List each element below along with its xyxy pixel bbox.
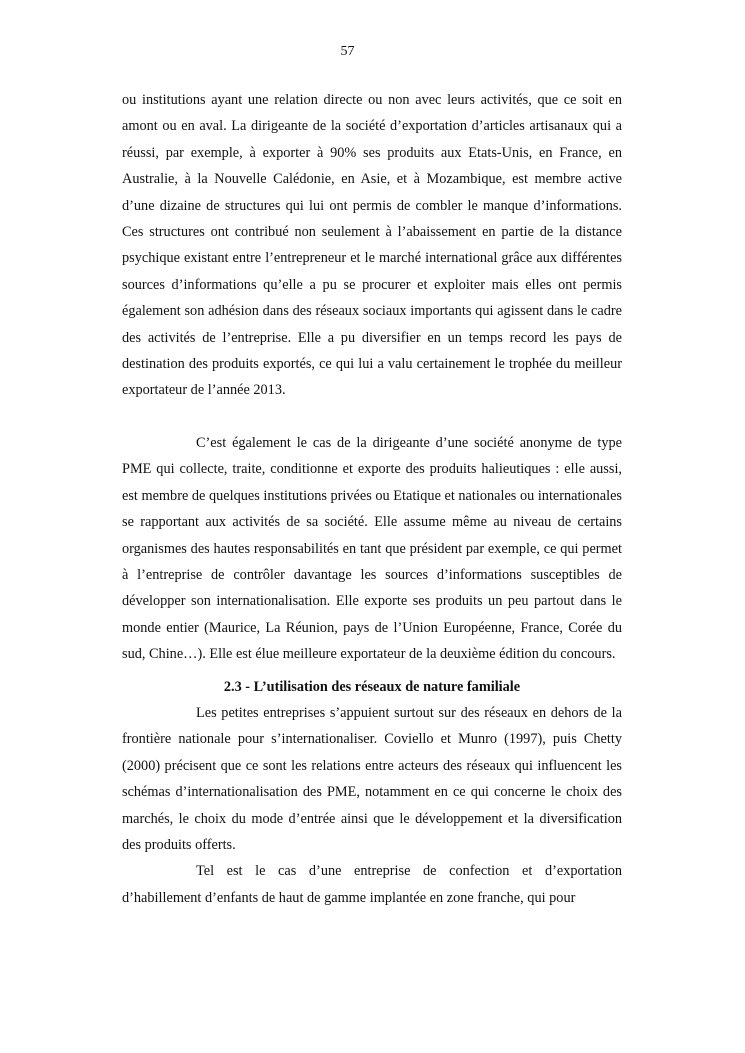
document-body (122, 87, 622, 911)
paragraph-exporter-artisanal: ou institutions ayant une relation directe ou non avec leurs activités, que ce soit en amont ou en aval. La dirigeante de la société d’exportation d’articles artisanaux qui a réussi, par exemple, à exporter à 90% ses produits aux Etats-Unis, en France, en Australie, à la Nouvelle Calédonie, en Asie, et à Mozambique, est membre active d’une dizaine de structures qui lui ont permis de combler le manque d’informations. Ces structures ont contribué non seulement à l’abaissement en partie de la distance psychique existant entre l’entrepreneur et le marché international grâce aux différentes sources d’informations qu’elle a pu se procurer et exploiter mais elles ont permis également son adhésion dans des réseaux sociaux importants qui agissent dans le cadre des activités de l’entreprise. Elle a pu diversifier en un temps record les pays de destination des produits exportés, ce qui lui a valu certainement le trophée du meilleur exportateur de l’année 2013. (122, 92, 622, 399)
paragraph-halieutic-exporter: C’est également le cas de la dirigeante d’une société anonyme de type PME qui collecte, traite, conditionne et exporte des produits halieutiques : elle aussi, est membre de quelques institutions privées ou Etatique et nationales ou internationales se rapportant aux activités de sa société. Elle assume même au niveau de certains organismes des hautes responsabilités en tant que président par exemple, ce qui permet à l’entreprise de contrôler davantage les sources d’informations susceptibles de développer son internationalisation. Elle exporte ses produits un peu partout dans le monde entier (Maurice, La Réunion, pays de l’Union Européenne, France, Corée du sud, Chine…). Elle est élue meilleure exportateur de la deuxième édition du concours. (122, 434, 622, 663)
section-heading: 2.3 - L’utilisation des réseaux de nature familiale (223, 678, 521, 695)
page-number: 57 (340, 44, 355, 59)
paragraph-small-business-networks: Les petites entreprises s’appuient surtout sur des réseaux en dehors de la frontière nationale pour s’internationaliser. Coviello et Munro (1997), puis Chetty (2000) précisent que ce sont les relations entre acteurs des réseaux qui influencent les schémas d’internationalisation des PME, notamment en ce qui concerne le choix des marchés, le choix du mode d’entrée ainsi que le développement et la diversification des produits offerts. (122, 704, 622, 853)
paragraph-gap (122, 404, 622, 430)
paragraph-clothing-exporter: Tel est le cas d’une entreprise de confection et d’exportation d’habillement d’enfants de haut de gamme implantée en zone franche, qui pour (122, 863, 622, 906)
